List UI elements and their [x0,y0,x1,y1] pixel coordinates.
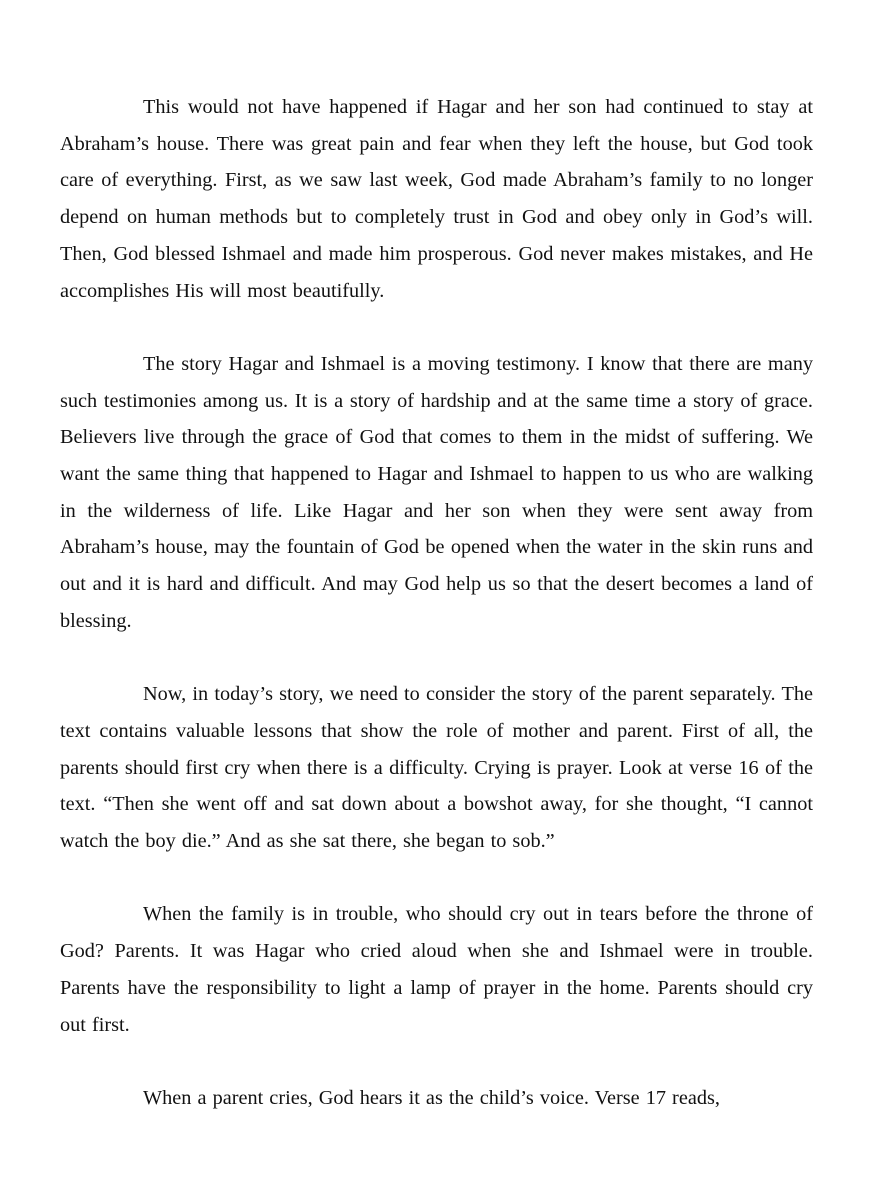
paragraph-5: When a parent cries, God hears it as the child’s voice. Verse 17 reads, [143,1086,720,1109]
document-body [60,89,813,1153]
paragraph-1: This would not have happened if Hagar and her son had continued to stay at Abraham’s house. There was great pain and fear when they left the house, but God took care of everything. First, as we saw last week, God made Abraham’s family to no longer depend on human methods but to completely trust in God and obey only in God’s will. Then, God blessed Ishmael and made him prosperous. God never makes mistakes, and He accomplishes His will most beautifully. [60,96,813,302]
paragraph-3: Now, in today’s story, we need to consider the story of the parent separately. The text contains valuable lessons that show the role of mother and parent. First of all, the parents should first cry when there is a difficulty. Crying is prayer. Look at verse 16 of the text. “Then she went off and sat down about a bowshot away, for she thought, “I cannot watch the boy die.” And as she sat there, she began to sob.” [60,683,813,853]
paragraph-4: When the family is in trouble, who should cry out in tears before the throne of God? Parents. It was Hagar who cried aloud when she and Ishmael were in trouble. Parents have the responsibility to light a lamp of prayer in the home. Parents should cry out first. [60,903,813,1036]
paragraph-2: The story Hagar and Ishmael is a moving testimony. I know that there are many such testimonies among us. It is a story of hardship and at the same time a story of grace. Believers live through the grace of God that comes to them in the midst of suffering. We want the same thing that happened to Hagar and Ishmael to happen to us who are walking in the wilderness of life. Like Hagar and her son when they were sent away from Abraham’s house, may the fountain of God be opened when the water in the skin runs and out and it is hard and difficult. And may God help us so that the desert becomes a land of blessing. [60,352,813,632]
